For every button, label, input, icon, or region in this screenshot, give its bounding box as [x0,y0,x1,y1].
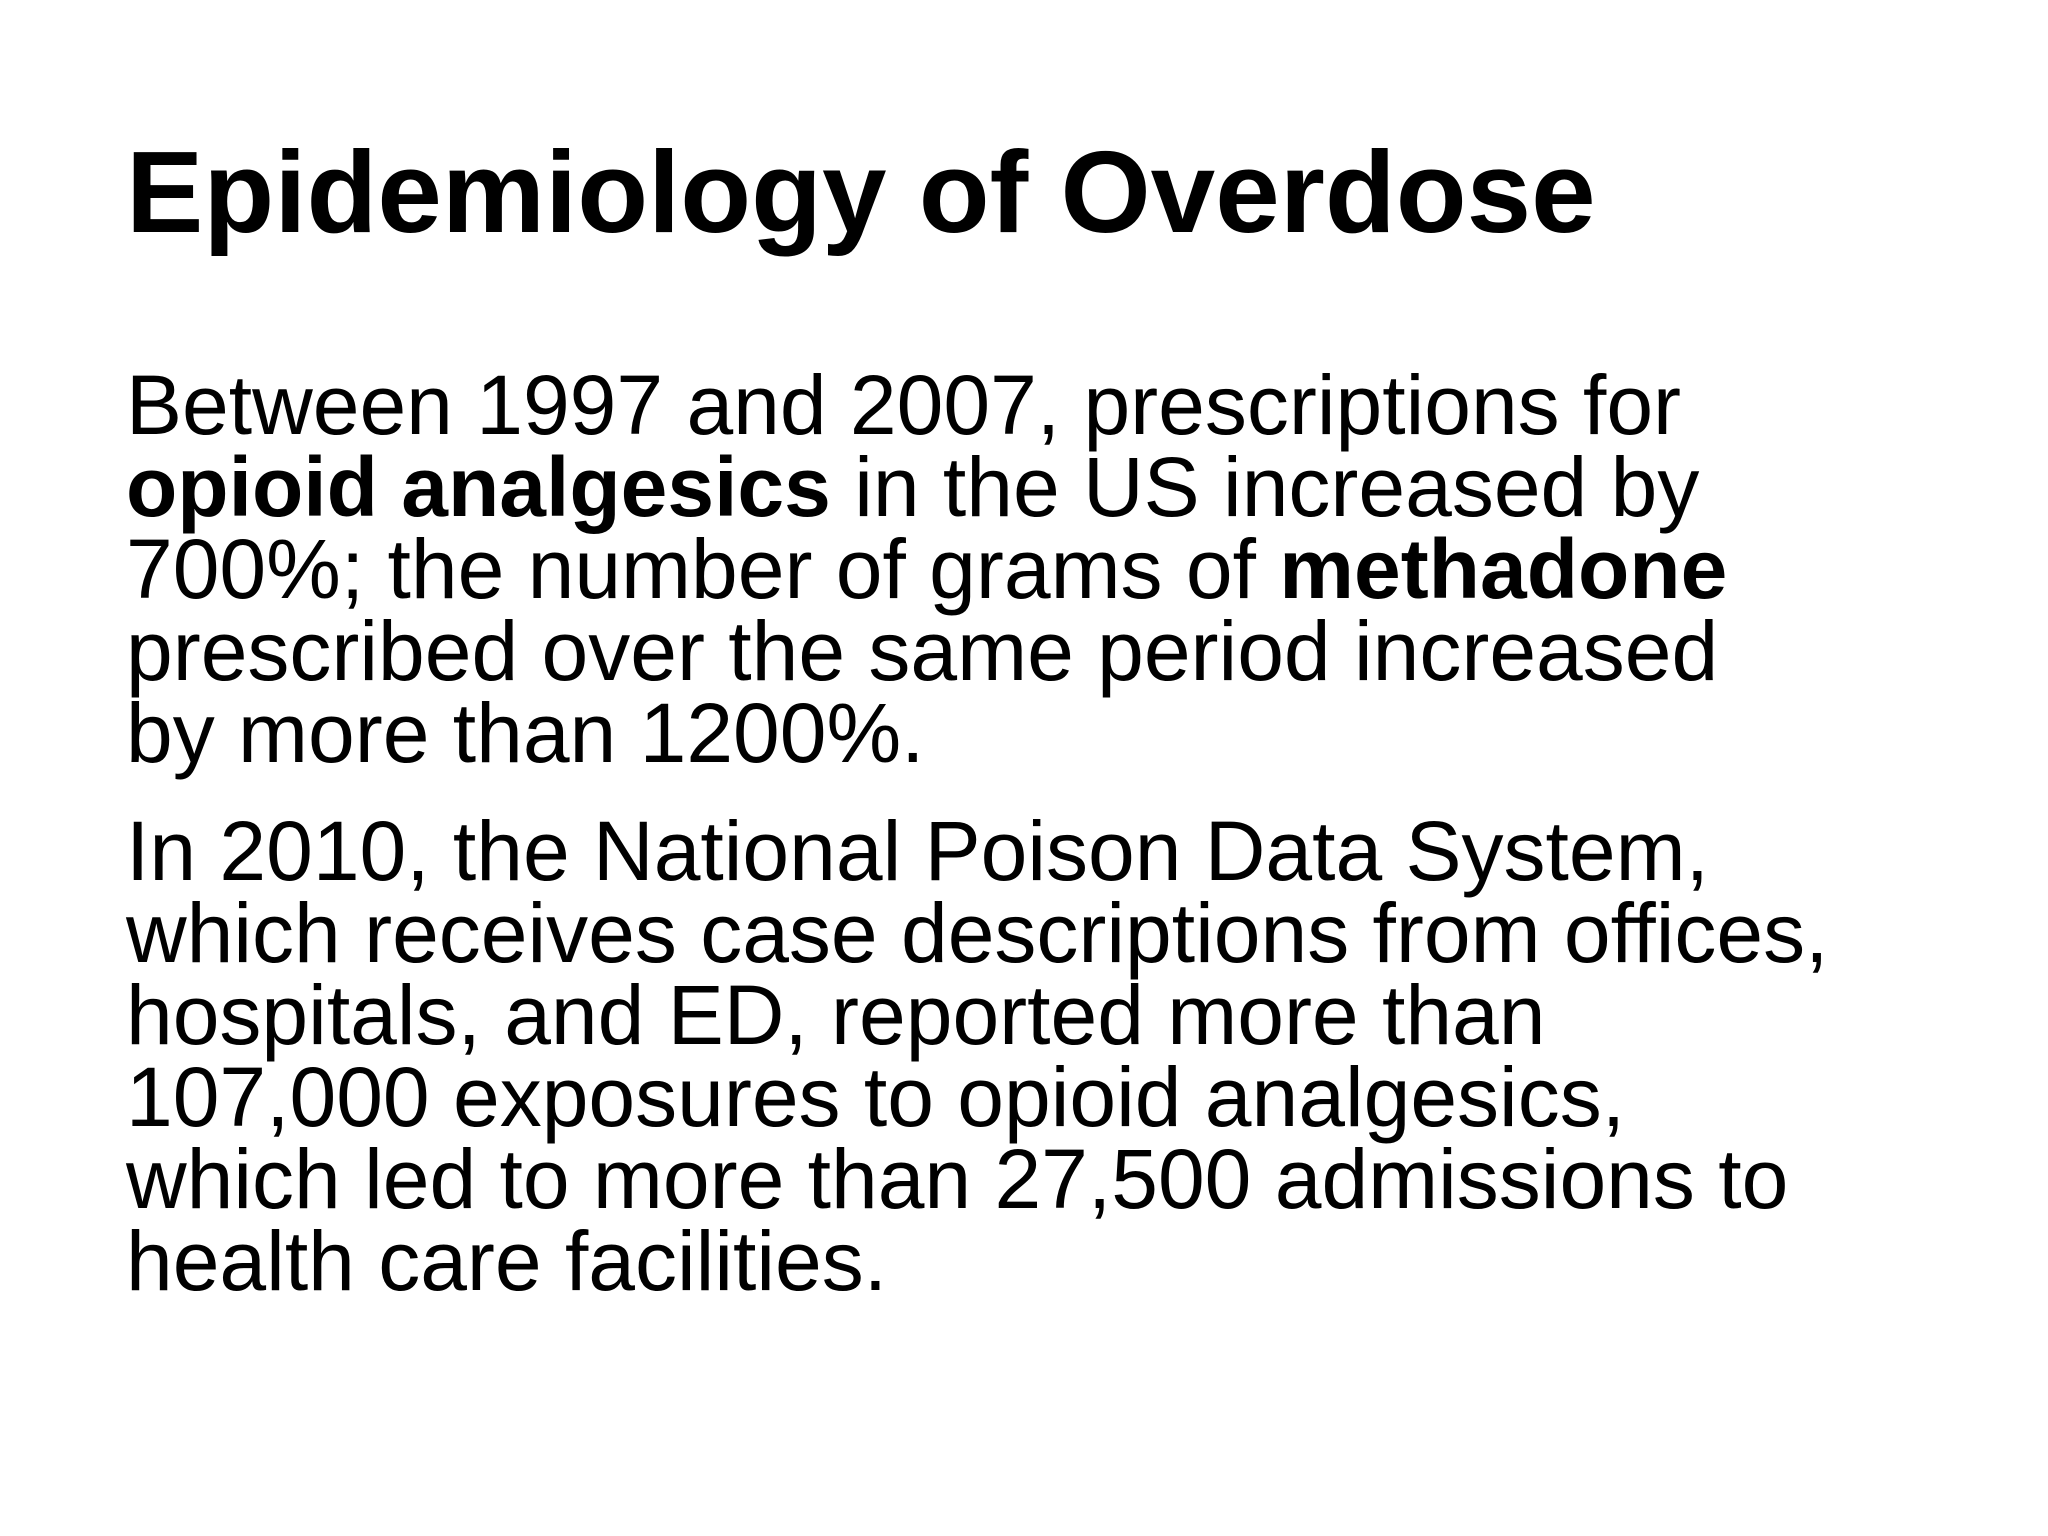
paragraph-line [126,1050,2006,1144]
text-run: in the US increased by [830,440,1700,534]
text-run: by more than 1200%. [126,686,925,780]
paragraph-line [126,686,2006,780]
text-run: health care facilities. [126,1214,888,1308]
text-run: which receives case descriptions from offices, [126,886,1829,980]
paragraph-line [126,886,2006,980]
text-run: Between 1997 and 2007, prescriptions for [126,358,1682,452]
paragraph-line [126,804,2006,898]
text-run: prescribed over the same period increased [126,604,1719,698]
text-run: In 2010, the National Poison Data System, [126,804,1709,898]
text-run: 700%; the number of grams of [126,522,1280,616]
paragraph-line [126,522,2006,616]
body-paragraph [126,804,2006,1308]
text-run: which led to more than 27,500 admissions to [126,1132,1789,1226]
slide-title: Epidemiology of Overdose [126,127,1596,257]
body-paragraph [126,358,2006,780]
bold-text-run: methadone [1279,522,1728,616]
paragraph-line [126,1132,2006,1226]
slide-body [126,358,2006,1338]
text-run: hospitals, and ED, reported more than [126,968,1546,1062]
bold-text-run: opioid analgesics [126,440,831,534]
text-run: 107,000 exposures to opioid analgesics, [126,1050,1626,1144]
paragraph-line [126,604,2006,698]
paragraph-line [126,1214,2006,1308]
paragraph-line [126,358,2006,452]
paragraph-line [126,440,2006,534]
paragraph-line [126,968,2006,1062]
